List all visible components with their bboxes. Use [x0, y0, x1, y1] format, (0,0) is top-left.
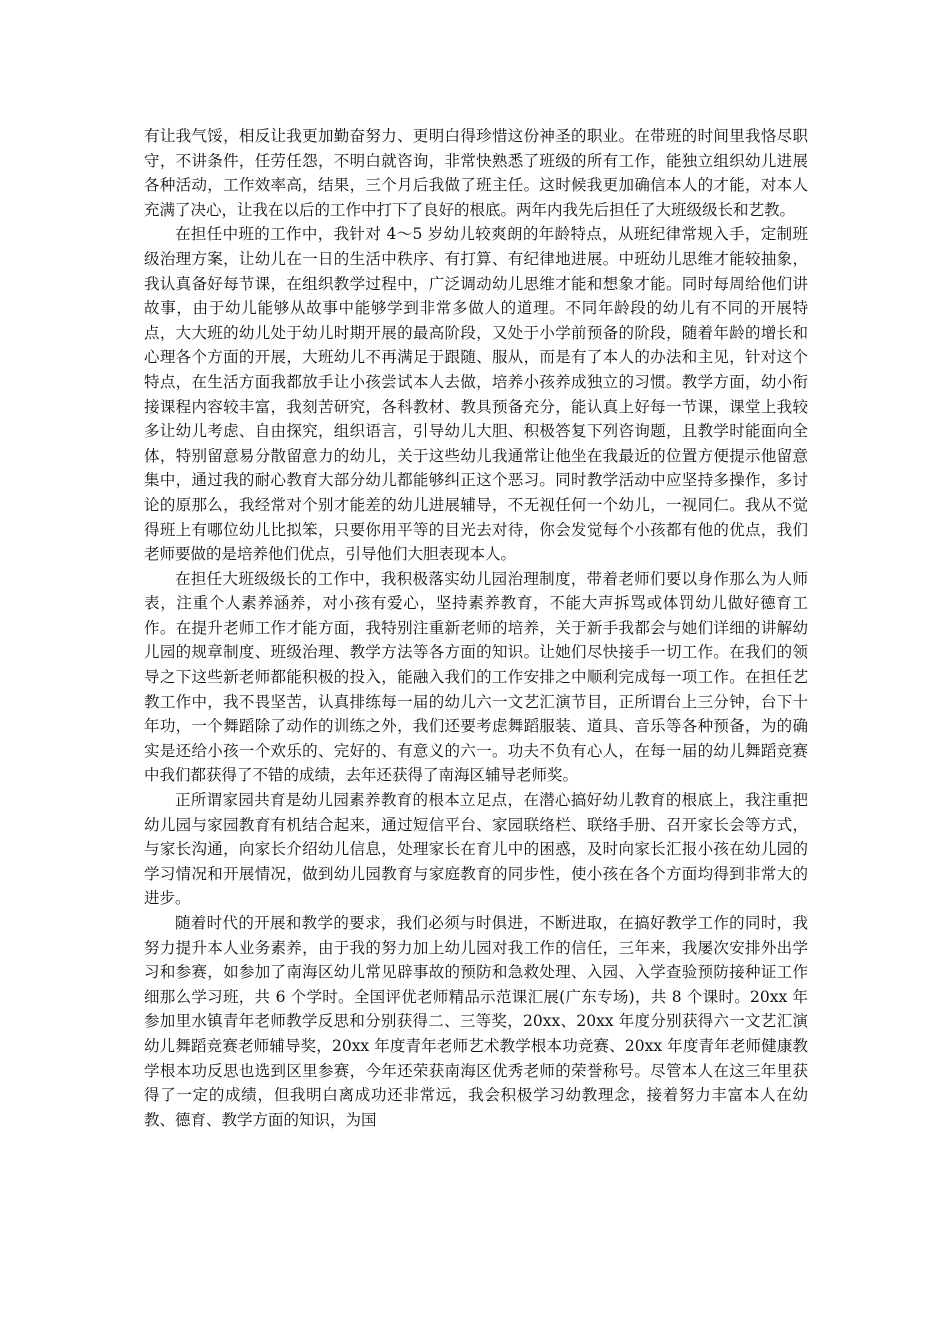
paragraph-1: 有让我气馁，相反让我更加勤奋努力、更明白得珍惜这份神圣的职业。在带班的时间里我恪尽职守，不讲条件，任劳任怨，不明白就咨询，非常快熟悉了班级的所有工作，能独立组织幼儿进展各种活动，工作效率高，结果，三个月后我做了班主任。这时候我更加确信本人的才能，对本人充满了决心，让我在以后的工作中打下了良好的根底。两年内我先后担任了大班级级长和艺教。	[144, 127, 808, 219]
paragraph-4: 正所谓家园共育是幼儿园素养教育的根本立足点，在潜心搞好幼儿教育的根底上，我注重把幼儿园与家园教育有机结合起来，通过短信平台、家园联络栏、联络手册、召开家长会等方式，与家长沟通，向家长介绍幼儿信息，处理家长在育儿中的困惑，及时向家长汇报小孩在幼儿园的学习情况和开展情况，做到幼儿园教育与家庭教育的同步性，使小孩在各个方面均得到非常大的进步。	[144, 791, 808, 908]
paragraph-5: 随着时代的开展和教学的要求，我们必须与时俱进，不断进取，在搞好教学工作的同时，我努力提升本人业务素养，由于我的努力加上幼儿园对我工作的信任，三年来，我屡次安排外出学习和参赛，如参加了南海区幼儿常见辟事故的预防和急救处理、入园、入学查验预防接种证工作细那么学习班，共 6 个学时。全国评优老师精品示范课汇展(广东专场)，共 8 个课时。20xx 年参加里水镇青年老师教学反思和分别获得二、三等奖，20xx、20xx 年度分别获得六一文艺汇演幼儿舞蹈竞赛老师辅导奖，20xx 年度青年老师艺术教学根本功竞赛、20xx 年度青年老师健康教学根本功反思也选到区里参赛，今年还荣获南海区优秀老师的荣誉称号。尽管本人在这三年里获得了一定的成绩，但我明白离成功还非常远，我会积极学习幼教理念，接着努力丰富本人在幼教、德育、教学方面的知识，为国	[144, 914, 808, 1129]
paragraph-3: 在担任大班级级长的工作中，我积极落实幼儿园治理制度，带着老师们要以身作那么为人师表，注重个人素养涵养，对小孩有爱心，坚持素养教育，不能大声拆骂或体罚幼儿做好德育工作。在提升老师工作才能方面，我特别注重新老师的培养，关于新手我都会与她们详细的讲解幼儿园的规章制度、班级治理、教学方法等各方面的知识。让她们尽快接手一切工作。在我们的领导之下这些新老师都能积极的投入，能融入我们的工作安排之中顺利完成每一项工作。在担任艺教工作中，我不畏坚苦，认真排练每一届的幼儿六一文艺汇演节目，正所谓台上三分钟，台下十年功，一个舞蹈除了动作的训练之外，我们还要考虑舞蹈服装、道具、音乐等各种预备，为的确实是还给小孩一个欢乐的、完好的、有意义的六一。功夫不负有心人，在每一届的幼儿舞蹈竞赛中我们都获得了不错的成绩，去年还获得了南海区辅导老师奖。	[144, 569, 808, 785]
document-body	[144, 124, 808, 1132]
paragraph-2: 在担任中班的工作中，我针对 4～5 岁幼儿较爽朗的年龄特点，从班纪律常规入手，定制班级治理方案，让幼儿在一日的生活中秩序、有打算、有纪律地进展。中班幼儿思维才能较抽象，我认真备好每节课，在组织教学过程中，广泛调动幼儿思维才能和想象才能。同时每周给他们讲故事，由于幼儿能够从故事中能够学到非常多做人的道理。不同年龄段的幼儿有不同的开展特点，大大班的幼儿处于幼儿时期开展的最高阶段，又处于小学前预备的阶段，随着年龄的增长和心理各个方面的开展，大班幼儿不再满足于跟随、服从，而是有了本人的办法和主见，针对这个特点，在生活方面我都放手让小孩尝试本人去做，培养小孩养成独立的习惯。教学方面，幼小衔接课程内容较丰富，我刻苦研究，各科教材、教具预备充分，能认真上好每一节课，课堂上我较多让幼儿考虑、自由探究，组织语言，引导幼儿大胆、积极答复下列咨询题，且教学时能面向全体，特别留意易分散留意力的幼儿，关于这些幼儿我通常让他坐在我最近的位置方便提示他留意集中，通过我的耐心教育大部分幼儿都能够纠正这个恶习。同时教学活动中应坚持多操作，多讨论的原那么，我经常对个别才能差的幼儿进展辅导，不无视任何一个幼儿，一视同仁。我从不觉得班上有哪位幼儿比拟笨，只要你用平等的目光去对待，你会发觉每个小孩都有他的优点，我们老师要做的是培养他们优点，引导他们大胆表现本人。	[144, 225, 808, 564]
